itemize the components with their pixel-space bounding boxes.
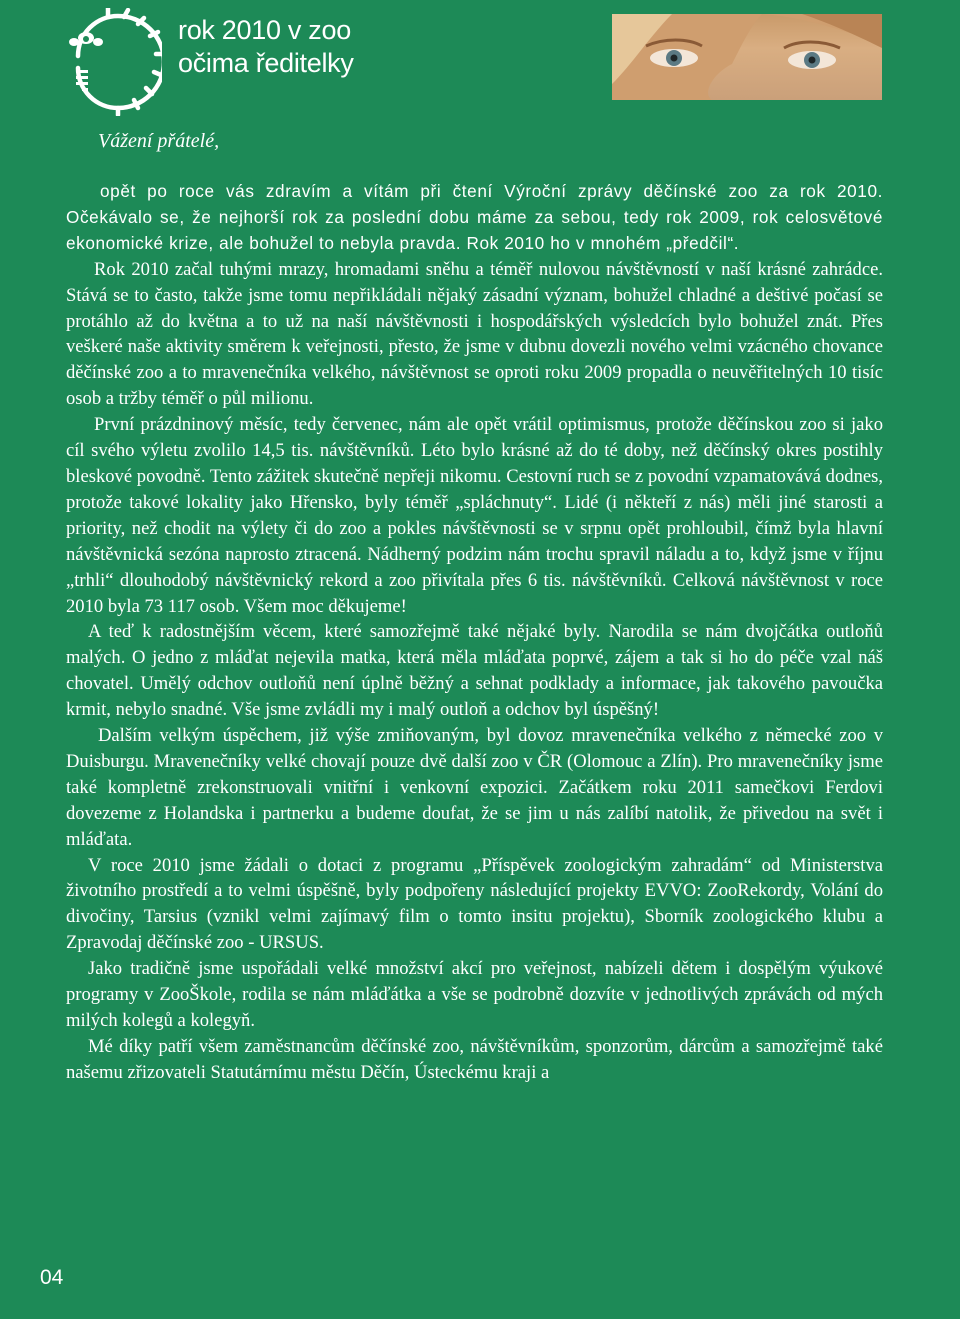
title-line-1: rok 2010 v zoo: [178, 15, 351, 45]
page-number: 04: [40, 1266, 64, 1289]
letter-body: [66, 179, 883, 1086]
paragraph-1: opět po roce vás zdravím a vítám při čtení Výroční zprávy děčínské zoo za rok 2010. Očekávalo se, že nejhorší rok za poslední dobu máme za sebou, tedy rok 2009, rok celosvětové ekonomické krize, ale bohužel to nebyla pravda. Rok 2010 ho v mnohém „předčil“.: [66, 181, 883, 253]
paragraph-8: Mé díky patří všem zaměstnancům děčínské zoo, návštěvníkům, sponzorům, dárcům a samozřejmě také našemu zřizovateli Statutárnímu městu Děčín, Ústeckému kraji a: [66, 1035, 883, 1083]
zoo-logo-icon: [62, 8, 162, 116]
paragraph-6: V roce 2010 jsme žádali o dotaci z programu „Příspěvek zoologickým zahradám“ od Ministerstva životního prostředí a to velmi úspěšně, byly podpořeny následující projekty EVVO: ZooRekordy, Volání do divočiny, Tarsius (vznikl velmi zajímavý film o tomto insitu projektu), Sborník zoologického klubu a Zpravodaj děčínské zoo - URSUS.: [66, 854, 883, 954]
director-eyes-photo: [612, 14, 882, 100]
paragraph-3: První prázdninový měsíc, tedy červenec, nám ale opět vrátil optimismus, protože děčínskou zoo si jako cíl svého výletu zvolilo 14,5 tis. návštěvníků. Léto bylo krásné až do té doby, než děčínský okres postihly bleskové povodně. Tento zážitek skutečně nepřeji nikomu. Cestovní ruch se z povodní vzpamatovává dodnes, protože takové lokality jako Hřensko, byly téměř „spláchnuty“. Lidé (i někteří z nás) měli jiné starosti a priority, než chodit na výlety či do zoo a pokles návštěvnosti se v srpnu opět prohloubil, čímž byla hlavní návštěvnická sezóna naprosto ztracená. Nádherný podzim nám trochu spravil náladu a to, když jsme v říjnu „trhli“ dlouhodobý návštěvnický rekord a zoo přivítala přes 6 tis. návštěvníků. Celková návštěvnost v roce 2010 byla 73 117 osob. Všem moc děkujeme!: [66, 414, 883, 617]
paragraph-7: Jako tradičně jsme uspořádali velké množství akcí pro veřejnost, nabízeli dětem i dospělým výukové programy v ZooŠkole, rodila se nám mláďátka a vše se podrobně dozvíte v jednotlivých zprávách od mých milých kolegů a kolegyň.: [66, 958, 883, 1031]
paragraph-2: Rok 2010 začal tuhými mrazy, hromadami sněhu a téměř nulovou návštěvností v naší krásné zahrádce. Stává se to často, takže jsme tomu nepřikládali nějaký zásadní význam, bohužel chladné a deštivé počasí se protáhlo až do května a to už na naší návštěvnosti i hospodářských výsledcích bylo bohužel znát. Přes veškeré naše aktivity směrem k veřejnosti, přesto, že jsme v dubnu dovezli nového velmi vzácného chovance děčínské zoo a to mravenečníka velkého, návštěvnost se oproti roku 2009 propadla o neuvěřitelných 10 tisíc osob a tržby téměř o půl milionu.: [66, 258, 883, 410]
page-title: [178, 14, 354, 80]
salutation: Vážení přátelé,: [98, 130, 220, 152]
title-line-2: očima ředitelky: [178, 48, 354, 78]
paragraph-4: A teď k radostnějším věcem, které samozřejmě také nějaké byly. Narodila se nám dvojčátka outloňů malých. O jedno z mláďat nejevila matka, která měla mláďata poprvé, zájem a tak si ho do péče vzal náš chovatel. Umělý odchov outloňů není úplně běžný a sehnat podklady a informace, jak takového pavoučka krmit, nebylo snadné. Vše jsme zvládli my i malý outloň a odchov byl úspěšný!: [66, 621, 883, 721]
paragraph-5: Dalším velkým úspěchem, již výše zmiňovaným, byl dovoz mravenečníka velkého z německé zoo v Duisburgu. Mravenečníky velké chovají pouze dvě další zoo v ČR (Olomouc a Zlín). Pro mravenečníky jsme také kompletně zrekonstruovali vnitřní i venkovní expozici. Začátkem roku 2011 samečkovi Ferdovi dovezeme z Holandska i partnerku a budeme doufat, že se jim u nás zalíbí natolik, že přivedou na svět i mláďata.: [66, 725, 883, 850]
